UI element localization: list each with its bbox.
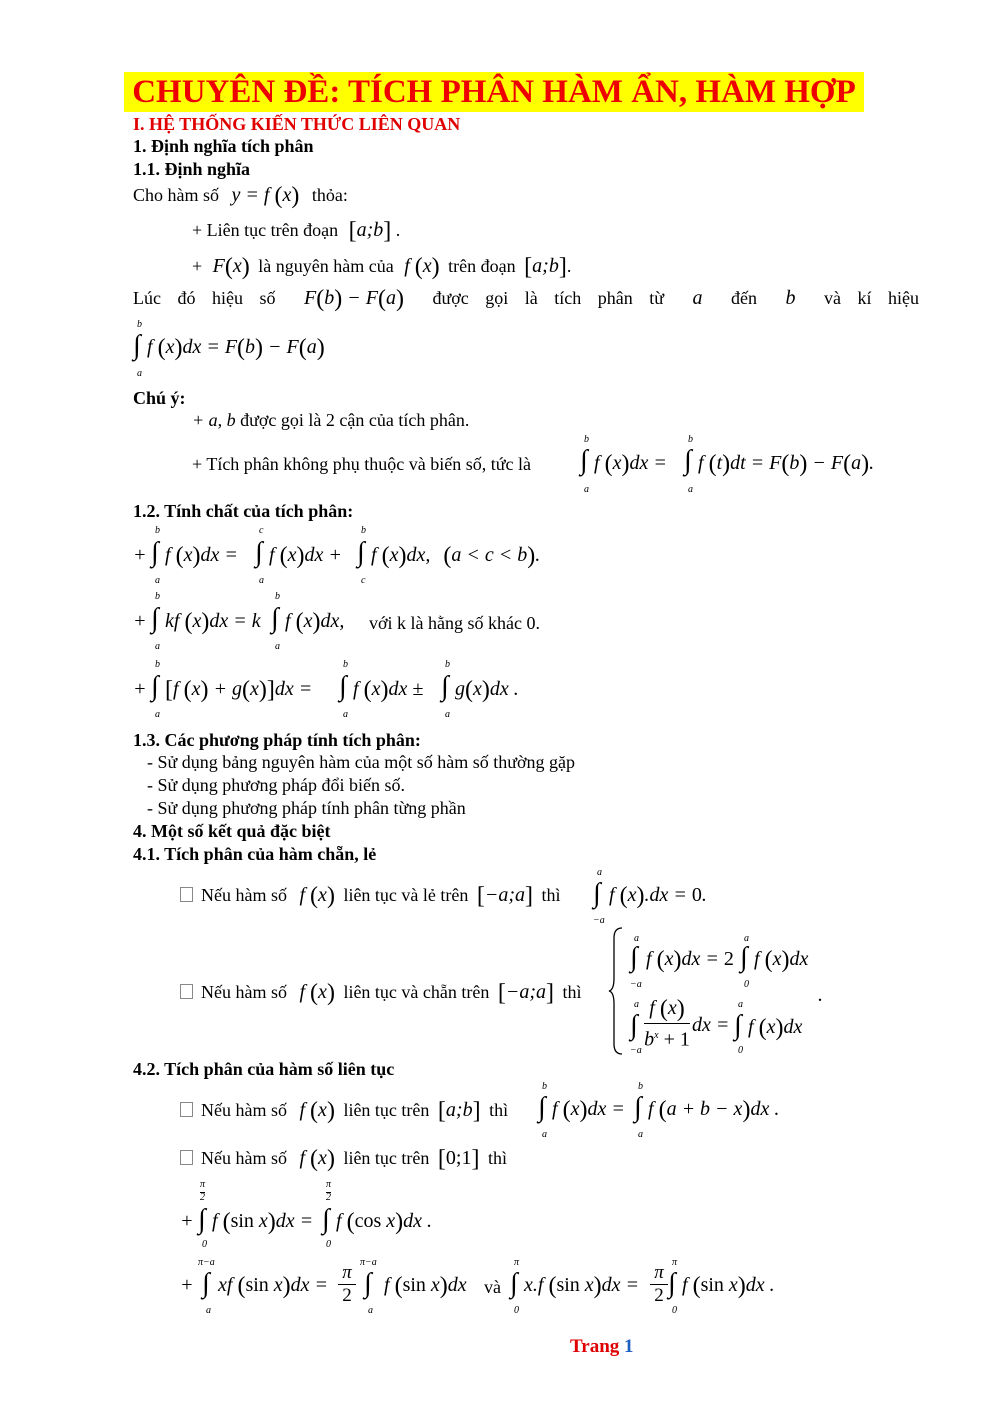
condition-continuous: + Liên tục trên đoạn [a;b] .: [192, 218, 401, 244]
method-2: - Sử dụng phương pháp đổi biến số.: [147, 775, 406, 795]
heading-1-3: 1.3. Các phương pháp tính tích phân:: [133, 730, 421, 750]
curly-brace-icon: [608, 926, 624, 1056]
checkbox-icon: [180, 1150, 193, 1165]
note-2-text: + Tích phân không phụ thuộc và biến số, tức là: [192, 454, 532, 474]
condition-antiderivative: + F(x) là nguyên hàm của f (x) trên đoạn [a;b].: [192, 254, 572, 280]
heading-4-1: 4.1. Tích phân của hàm chẵn, lẻ: [133, 844, 377, 864]
checkbox-icon: [180, 887, 193, 902]
even-function-text: Nếu hàm số f (x) liên tục và chẵn trên [−a;a] thì: [180, 981, 582, 1004]
heading-1-2: 1.2. Tính chất của tích phân:: [133, 501, 354, 521]
page-footer: [570, 1336, 634, 1358]
odd-function-text: Nếu hàm số f (x) liên tục và lẻ trên [−a;a] thì: [180, 884, 561, 907]
checkbox-icon: [180, 1102, 193, 1117]
note-heading: Chú ý:: [133, 388, 186, 408]
definition-statement: Lúc đó hiệu số F(b) − F(a) được gọi là tích phân từ a đến b và kí hiệu: [133, 286, 919, 312]
definition-intro: Cho hàm số y = f (x) thỏa:: [133, 183, 348, 209]
method-3: - Sử dụng phương pháp tính phân từng phần: [147, 798, 466, 818]
note-1: + a, b được gọi là 2 cận của tích phân.: [192, 410, 470, 430]
checkbox-icon: [180, 984, 193, 999]
heading-1-1: 1.1. Định nghĩa: [133, 159, 251, 179]
footer-label: Trang: [570, 1336, 620, 1357]
section-heading: I. HỆ THỐNG KIẾN THỨC LIÊN QUAN: [133, 114, 461, 134]
document-title: CHUYÊN ĐỀ: TÍCH PHÂN HÀM ẨN, HÀM HỢP: [124, 72, 864, 112]
heading-4-2: 4.2. Tích phân của hàm số liên tục: [133, 1059, 395, 1079]
trig-text: Nếu hàm số f (x) liên tục trên [0;1] thì: [180, 1147, 507, 1170]
document-page: CHUYÊN ĐỀ: TÍCH PHÂN HÀM ẨN, HÀM HỢP I. HỆ THỐNG KIẾN THỨC LIÊN QUAN 1. Định nghĩa tích phân 1.1. Định nghĩa Cho hàm số y = f (x) thỏa: + Liên tục trên đoạn [a;b] . + F(x) là nguyên hàm của f (x) trên đoạn [a;b]. Lúc đó hiệu số F(b) − F(a) được gọi là tích phân từ a đến b và kí hiệu b ∫ a f (x)dx = F(b) − F(a) Chú ý: + a, b được gọi là 2 cận của tích phân. + Tích phân không phụ thuộc và biến số, tức là b ∫ a f (x)dx = b ∫ a f (t)dt = F(b) − F(a). 1.2. Tính chất của tích phân: + b ∫ a f (x)dx = c ∫ a f (x)dx + b ∫ c f (x)dx, (a < c < b). + b ∫ a kf (x)dx = k b ∫ a f (x)dx, với k là hằng số khác 0. + b ∫ a [f (x) + g(x)]dx = b ∫ a f (x)dx ± b ∫ a g(x)dx . 1.3. Các phương pháp tính tích phân: - Sử dụng bảng nguyên hàm của một số hàm số thường gặp - Sử dụng phương pháp đổi biến số. - Sử dụng phương pháp tính phân từng phần 4. Một số kết quả đặc biệt 4.1. Tích phân của hàm chẵn, lẻ Nếu hàm số f (x) liên tục và lẻ trên [−a;a] thì a ∫ −a f (x).dx = 0. Nếu hàm số f (x) liên tục và chẵn trên [−a;a] thì a ∫ −a f (x)dx = 2 a ∫ 0 f (x)dx a ∫ −a $\frac{f (x)}{b^x + 1}$ dx = a ∫ 0 f (x)dx . 4.2. Tích phân của hàm số liên tục Nếu hàm số f (x) liên tục trên [a;b] thì b ∫ a f (x)dx = b ∫ a f (a + b − x)dx . Nếu hàm số f (x) liên tục trên [0;1] thì + π 2 ∫ 0 f (sin x)dx = π 2 ∫ 0 f (cos x)dx . + π−a ∫ a xf (sin x)dx = $\frac{\pi}{2}$ π−a ∫ a f (sin x)dx và π ∫ 0 x.f (sin x)dx = $\frac{\pi}{2}$ π ∫ 0 f (sin x)dx . Trang 1: [0, 0, 1000, 1416]
heading-1: 1. Định nghĩa tích phân: [133, 136, 314, 156]
symmetry-text: Nếu hàm số f (x) liên tục trên [a;b] thì: [180, 1099, 508, 1122]
page-number: 1: [624, 1336, 634, 1357]
heading-4: 4. Một số kết quả đặc biệt: [133, 821, 331, 841]
method-1: - Sử dụng bảng nguyên hàm của một số hàm số thường gặp: [147, 752, 575, 772]
